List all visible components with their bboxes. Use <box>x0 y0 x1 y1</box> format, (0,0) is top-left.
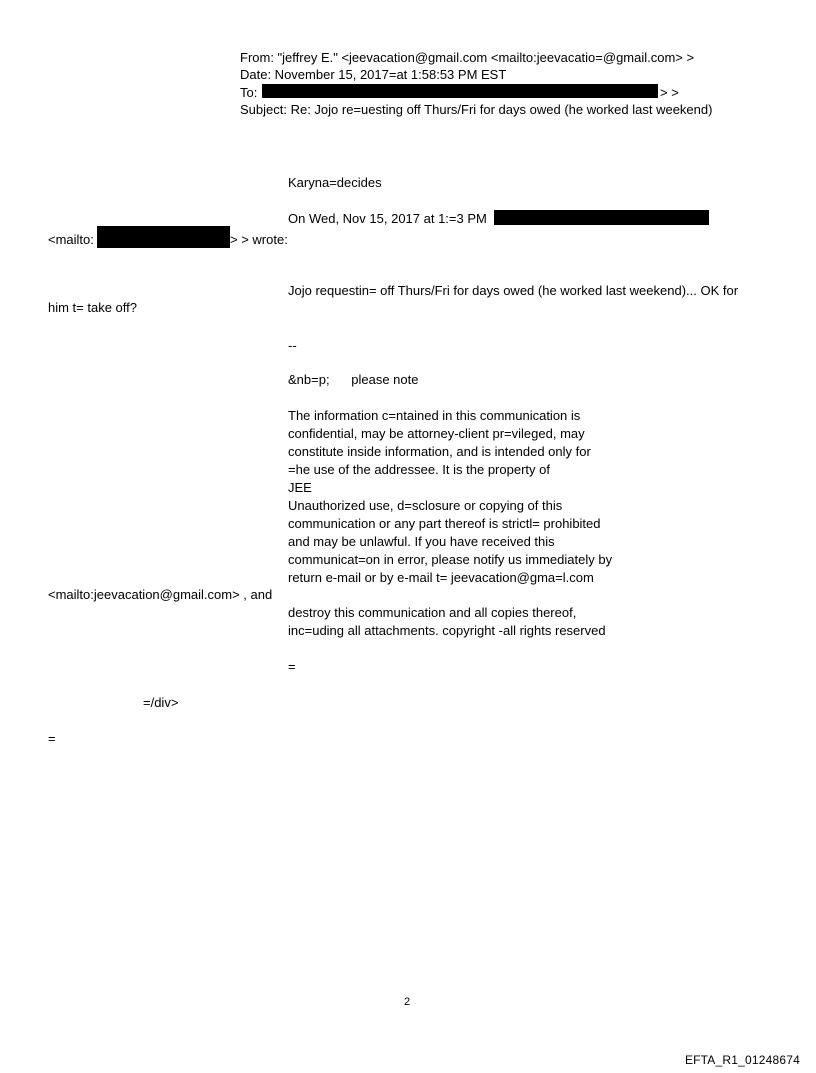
mailto-prefix: <mailto: <box>48 232 94 247</box>
wrote-suffix: > > wrote: <box>230 232 288 247</box>
request-line: Jojo requestin= off Thurs/Fri for days owed (he worked last weekend)... OK for <box>288 283 739 298</box>
confidentiality-line: Unauthorized use, d=sclosure or copying of this <box>288 498 563 513</box>
confidentiality-line: The information c=ntained in this communication is <box>288 408 581 423</box>
confidentiality-line: constitute inside information, and is intended only for <box>288 444 591 459</box>
email-to-label: To: <box>240 85 258 100</box>
confidentiality-line: confidential, may be attorney-client pr=vileged, may <box>288 426 585 441</box>
email-to-suffix: > > <box>660 85 679 100</box>
reply-text: Karyna=decides <box>288 175 382 190</box>
redaction-box <box>262 84 658 98</box>
redaction-box <box>97 226 230 248</box>
confidentiality-notice <box>288 407 612 587</box>
confidentiality-line: communication or any part thereof is strictl= prohibited <box>288 516 601 531</box>
email-from: From: "jeffrey E." <jeevacation@gmail.com <mailto:jeevacatio=@gmail.com> > <box>240 50 695 65</box>
request-line: him t= take off? <box>48 300 138 315</box>
div-close-marker: =/div> <box>143 695 179 710</box>
destroy-line: destroy this communication and all copies thereof, <box>288 605 577 620</box>
equals-marker: = <box>48 731 56 746</box>
bates-number: EFTA_R1_01248674 <box>684 1053 800 1067</box>
confidentiality-line: return e-mail or by e-mail t= jeevacation@gma=l.com <box>288 570 594 585</box>
mailto-and: <mailto:jeevacation@gmail.com> , and <box>48 587 273 602</box>
confidentiality-line: JEE <box>288 480 312 495</box>
redaction-box <box>494 210 709 225</box>
confidentiality-line: communicat=on in error, please notify us immediately by <box>288 552 613 567</box>
equals-marker: = <box>288 659 296 674</box>
quote-intro: On Wed, Nov 15, 2017 at 1:=3 PM <box>288 211 487 226</box>
destroy-line: inc=uding all attachments. copyright -all rights reserved <box>288 623 606 638</box>
confidentiality-line: =he use of the addressee. It is the property of <box>288 462 550 477</box>
page-number: 2 <box>404 996 411 1008</box>
signature-dashes: -- <box>288 338 297 353</box>
confidentiality-line: and may be unlawful. If you have received this <box>288 534 555 549</box>
email-date: Date: November 15, 2017=at 1:58:53 PM EST <box>240 67 507 82</box>
please-note: &nb=p; please note <box>288 372 419 387</box>
email-subject: Subject: Re: Jojo re=uesting off Thurs/Fri for days owed (he worked last weekend) <box>240 102 713 117</box>
